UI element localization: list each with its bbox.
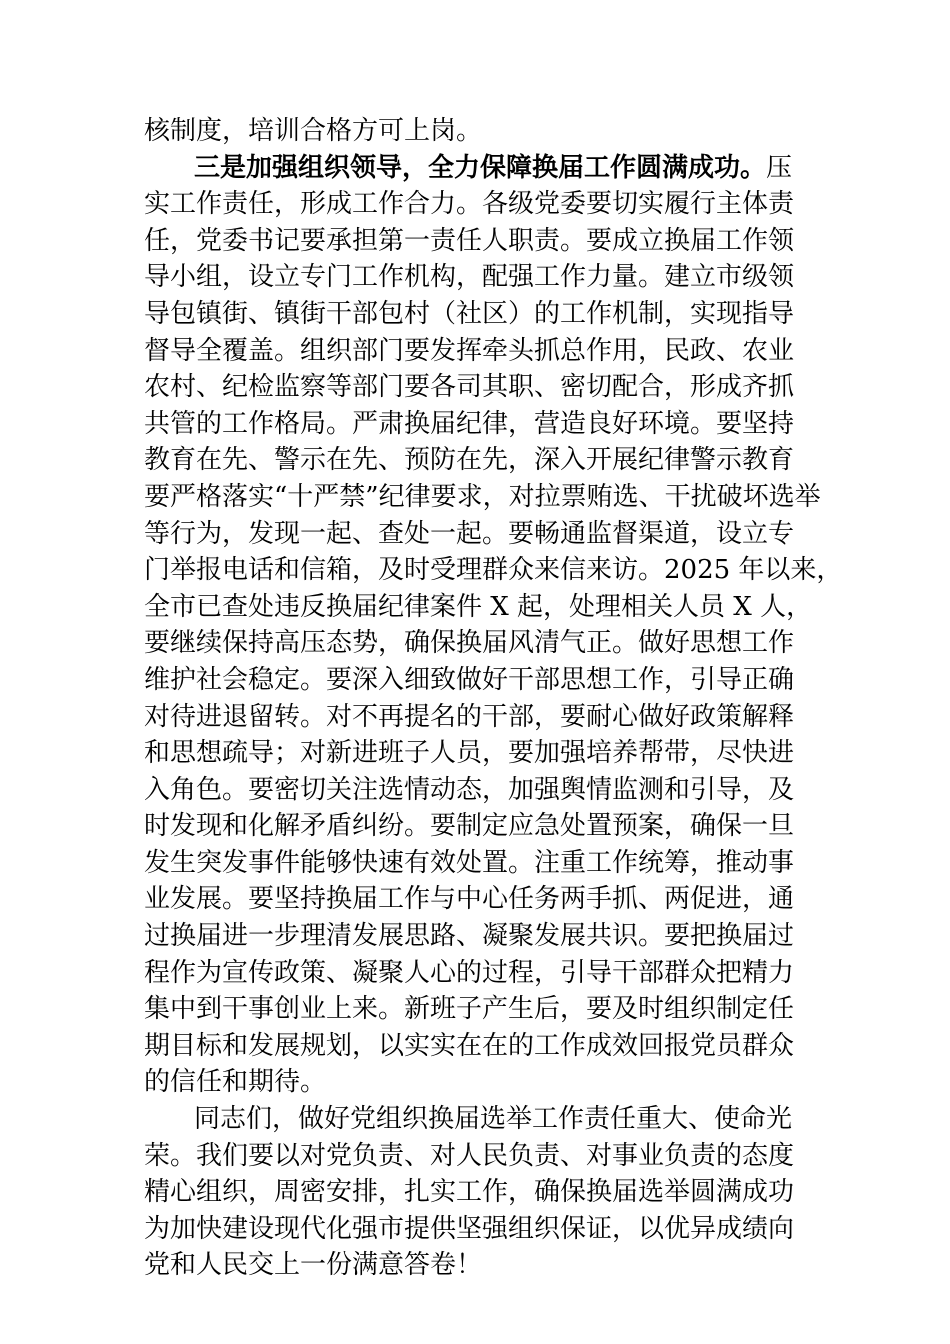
text-line: 要继续保持高压态势，确保换届风清气正。做好思想工作 [144,628,795,659]
text-line: 程作为宣传政策、凝聚人心的过程，引导干部群众把精力 [144,957,795,988]
text-line: 等行为，发现一起、查处一起。要畅通监督渠道，设立专 [144,518,795,549]
text-line: 过换届进一步理清发展思路、凝聚发展共识。要把换届过 [144,921,795,952]
document-body [144,113,844,1284]
heading-trailing-text: 压 [766,152,793,183]
text-line: 业发展。要坚持换届工作与中心任务两手抓、两促进，通 [144,884,795,915]
text-line: 督导全覆盖。组织部门要发挥牵头抓总作用，民政、农业 [144,335,795,366]
text-line: 期目标和发展规划，以实实在在的工作成效回报党员群众 [144,1030,795,1061]
text-line: 核制度，培训合格方可上岗。 [144,116,483,146]
text-line: 实工作责任，形成工作合力。各级党委要切实履行主体责 [144,189,795,220]
text-line: 荣。我们要以对党负责、对人民负责、对事业负责的态度 [144,1140,795,1171]
text-line: 对待进退留转。对不再提名的干部，要耐心做好政策解释 [144,701,795,732]
text-line: 集中到干事创业上来。新班子产生后，要及时组织制定任 [144,994,795,1025]
text-line: 同志们，做好党组织换届选举工作责任重大、使命光 [194,1104,793,1135]
text-line: 要严格落实“十严禁”纪律要求，对拉票贿选、干扰破坏选举 [144,481,821,512]
text-line: 时发现和化解矛盾纠纷。要制定应急处置预案，确保一旦 [144,811,795,842]
paragraph-closing [144,1101,844,1284]
paragraph-organization-leadership [144,150,844,1101]
paragraph-first-line [144,150,844,187]
text-line: 农村、纪检监察等部门要各司其职、密切配合，形成齐抓 [144,372,795,403]
text-line: 为加快建设现代化强市提供坚强组织保证，以优异成绩向 [144,1213,795,1244]
text-line: 导小组，设立专门工作机构，配强工作力量。建立市级领 [144,262,795,293]
paragraph-heading: 三是加强组织领导，全力保障换届工作圆满成功。 [194,152,767,183]
text-line: 教育在先、警示在先、预防在先，深入开展纪律警示教育 [144,445,795,476]
text-line: 和思想疏导；对新进班子人员，要加强培养帮带，尽快进 [144,738,795,769]
text-line: 维护社会稳定。要深入细致做好干部思想工作，引导正确 [144,664,795,695]
text-line: 导包镇街、镇街干部包村（社区）的工作机制，实现指导 [144,298,795,329]
text-line: 门举报电话和信箱，及时受理群众来信来访。2025 年以来， [144,555,843,586]
text-line: 发生突发事件能够快速有效处置。注重工作统筹，推动事 [144,847,795,878]
text-line: 任，党委书记要承担第一责任人职责。要成立换届工作领 [144,225,795,256]
text-line: 入角色。要密切关注选情动态，加强舆情监测和引导，及 [144,774,795,805]
text-line: 党和人民交上一份满意答卷！ [144,1250,483,1281]
paragraph-continuation [144,113,844,150]
text-line: 共管的工作格局。严肃换届纪律，营造良好环境。要坚持 [144,408,795,439]
text-line: 的信任和期待。 [144,1067,327,1098]
text-line: 精心组织，周密安排，扎实工作，确保换届选举圆满成功 [144,1177,795,1208]
text-line: 全市已查处违反换届纪律案件 X 起，处理相关人员 X 人， [144,591,813,622]
